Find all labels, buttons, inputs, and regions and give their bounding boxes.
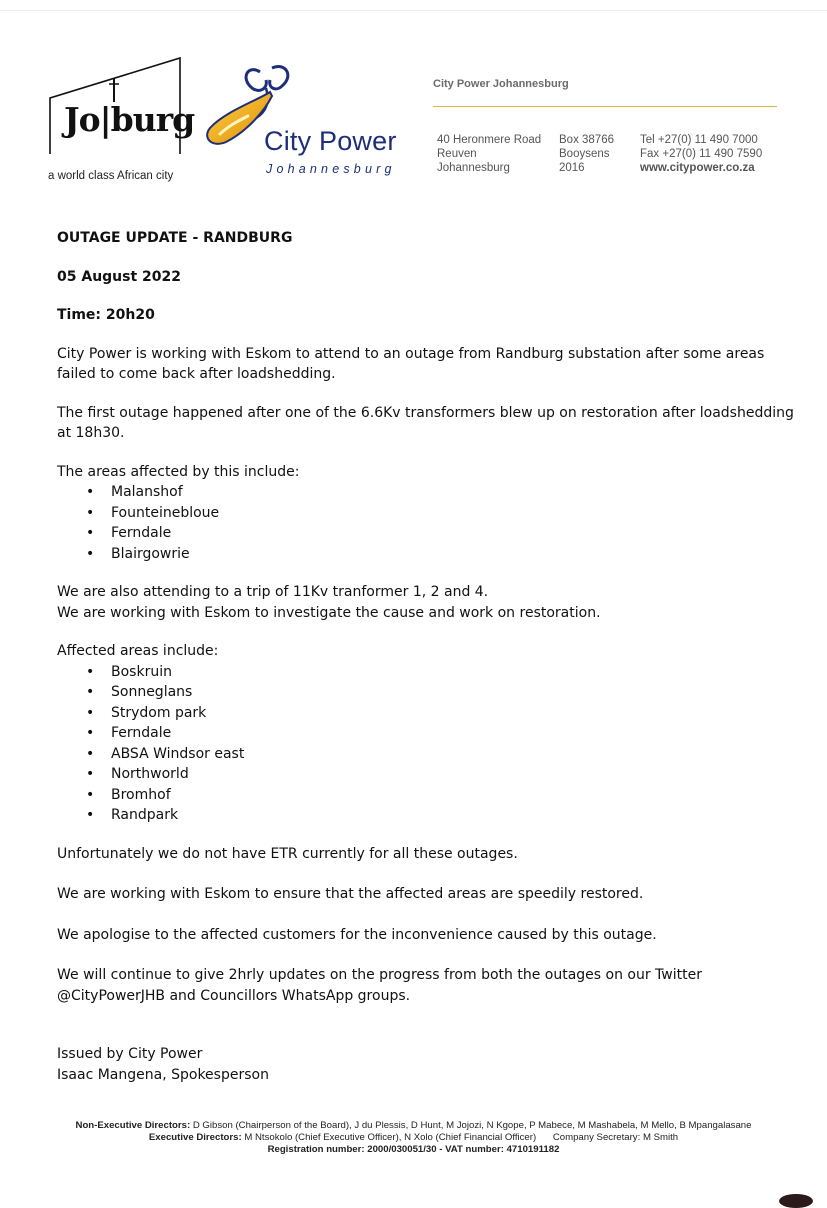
affected-areas-list-2 — [57, 662, 797, 826]
paragraph-etr: Unfortunately we do not have ETR currently for all these outages. — [57, 845, 518, 862]
paragraph-trip: We are also attending to a trip of 11Kv tranformer 1, 2 and 4. — [57, 584, 489, 600]
affected-areas-list — [57, 482, 797, 564]
paragraph-restoration: We are working with Eskom to ensure that the affected areas are speedily restored. — [57, 886, 644, 902]
issued-by: Issued by City Power — [57, 1046, 203, 1062]
document-title: OUTAGE UPDATE - RANDBURG — [57, 230, 293, 246]
list-item: • Boskruin — [57, 662, 797, 683]
footer-nonexec-line — [0, 1120, 827, 1132]
joburg-logo — [48, 56, 195, 156]
paragraph-updates: We will continue to give 2hrly updates on the progress from both the outages on our Twitter @CityPowerJHB and Councillors WhatsApp groups. — [57, 967, 702, 1004]
exec-label: Executive Directors: — [148, 1132, 242, 1143]
citypower-logo-subtext: Johannesburg — [266, 162, 396, 176]
phone-number: Tel +27(0) 11 490 7000 — [640, 134, 758, 146]
list-item: • Ferndale — [57, 523, 797, 544]
citypower-logo-wordmark: City Power — [264, 126, 397, 156]
list-item: • Bromhof — [57, 785, 797, 806]
areas-intro-2: Affected areas include: — [57, 643, 219, 659]
exec-names: M Ntsokolo (Chief Executive Officer), N Xolo (Chief Financial Officer) — [244, 1132, 537, 1143]
nonexec-label: Non-Executive Directors: — [75, 1120, 191, 1131]
street-address — [437, 133, 541, 175]
address-line: 40 Heronmere Road — [437, 134, 542, 146]
document-time: Time: 20h20 — [57, 307, 155, 323]
paragraph-apology: We apologise to the affected customers for the inconvenience caused by this outage. — [57, 926, 657, 943]
registration-line: Registration number: 2000/030051/30 - VAT number: 4710191182 — [267, 1144, 560, 1155]
address-line: Johannesburg — [437, 162, 510, 174]
list-item: • ABSA Windsor east — [57, 744, 797, 765]
list-item: • Randpark — [57, 805, 797, 826]
footer — [0, 1120, 827, 1156]
footer-exec-line — [0, 1132, 827, 1144]
contact-details — [640, 133, 762, 175]
joburg-tagline: a world class African city — [48, 170, 174, 182]
document-body — [57, 228, 797, 1085]
postal-line: 2016 — [559, 162, 585, 174]
list-item: • Blairgowrie — [57, 544, 797, 565]
postal-address — [559, 133, 614, 175]
list-item: • Northworld — [57, 764, 797, 785]
fax-number: Fax +27(0) 11 490 7590 — [640, 148, 763, 160]
spokesperson: Isaac Mangena, Spokesperson — [57, 1066, 269, 1083]
postal-line: Booysens — [559, 148, 610, 160]
list-item: • Sonneglans — [57, 682, 797, 703]
list-item: • Founteinebloue — [57, 503, 797, 524]
paragraph-investigation: We are working with Eskom to investigate the cause and work on restoration. — [57, 604, 601, 621]
list-item: • Malanshof — [57, 482, 797, 503]
paragraph-first-outage: The first outage happened after one of the 6.6Kv transformers blew up on restoration after loadshedding at 18h30. — [57, 404, 794, 441]
areas-intro: The areas affected by this include: — [57, 463, 300, 480]
joburg-logo-wordmark: Jo|burg — [64, 100, 195, 139]
paragraph-intro: City Power is working with Eskom to attend to an outage from Randburg substation after some areas failed to come back after loadshedding. — [57, 345, 765, 382]
company-name: City Power Johannesburg — [433, 78, 569, 90]
list-item: • Ferndale — [57, 723, 797, 744]
corner-shadow — [779, 1194, 813, 1208]
list-item: • Strydom park — [57, 703, 797, 724]
document-date: 05 August 2022 — [57, 268, 182, 285]
nonexec-names: D Gibson (Chairperson of the Board), J du Plessis, D Hunt, M Jojozi, N Kgope, P Mabece, M Mashabela, M Mello, B Mpangalasane — [192, 1120, 752, 1131]
top-edge-line — [0, 10, 827, 11]
website-link[interactable]: www.citypower.co.za — [640, 162, 755, 174]
header-divider — [433, 106, 777, 107]
postal-line: Box 38766 — [559, 134, 614, 146]
company-secretary: Company Secretary: M Smith — [552, 1132, 679, 1143]
address-line: Reuven — [437, 148, 477, 160]
